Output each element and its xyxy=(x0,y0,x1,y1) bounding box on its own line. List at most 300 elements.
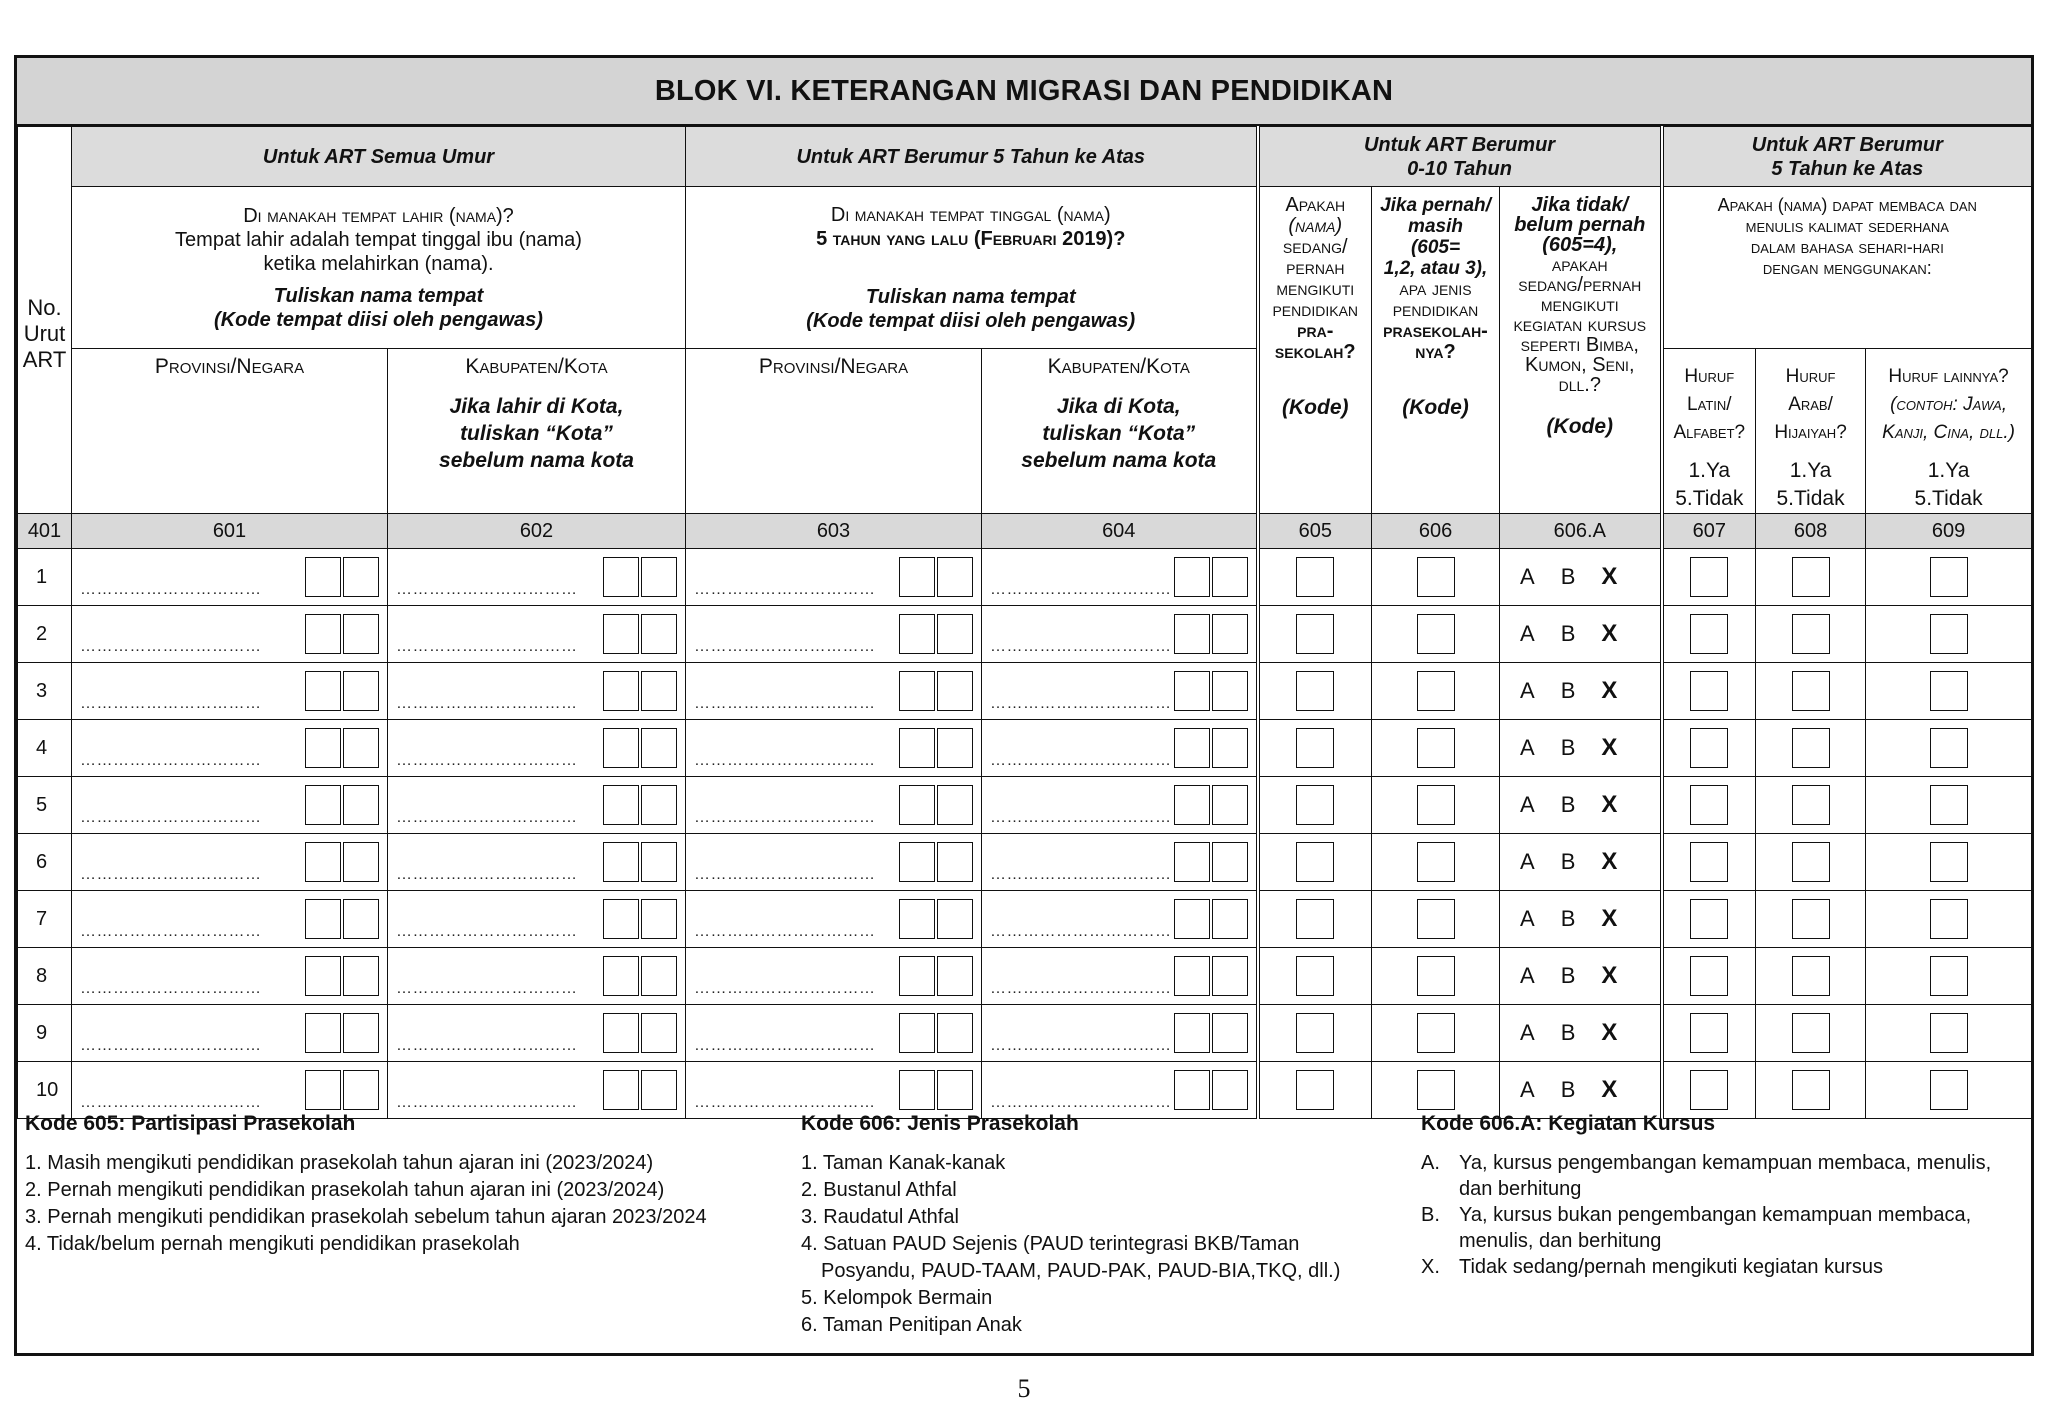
answer-cell xyxy=(1866,549,2032,606)
answer-box[interactable] xyxy=(1792,557,1830,597)
q-line: dengan menggunakan: xyxy=(1762,258,1932,278)
q-line: (605=4), xyxy=(1542,234,1618,256)
question-607-609 xyxy=(1662,187,2032,349)
option-b[interactable]: B xyxy=(1560,1020,1576,1045)
code-boxes xyxy=(1174,728,1248,768)
place-entry-601[interactable] xyxy=(72,834,388,891)
legend-item: 1. Masih mengikuti pendidikan prasekolah tahun ajaran ini (2023/2024) xyxy=(25,1152,654,1174)
answer-cell xyxy=(1662,549,1756,606)
option-a[interactable]: A xyxy=(1520,678,1535,703)
option-x[interactable]: X xyxy=(1601,905,1618,932)
option-b[interactable]: B xyxy=(1560,735,1576,760)
legend-item xyxy=(1421,1254,1991,1280)
answer-cell xyxy=(1662,777,1756,834)
place-entry-602[interactable] xyxy=(388,834,686,891)
code-box[interactable] xyxy=(1212,614,1248,654)
code-box[interactable] xyxy=(641,1013,677,1053)
code-box[interactable] xyxy=(1174,1013,1210,1053)
place-entry-604[interactable] xyxy=(982,891,1258,948)
code-box[interactable] xyxy=(1212,671,1248,711)
answer-box[interactable] xyxy=(1296,1013,1334,1053)
answer-box[interactable] xyxy=(1930,671,1968,711)
answer-cell xyxy=(1372,606,1500,663)
option-a[interactable]: A xyxy=(1520,963,1535,988)
code-boxes xyxy=(305,842,379,882)
place-entry-603[interactable] xyxy=(686,720,982,777)
answer-box[interactable] xyxy=(1417,1013,1455,1053)
dotted-line: …………………………… xyxy=(396,980,578,997)
band-line: 5 Tahun ke Atas xyxy=(1771,157,1924,180)
abx-cell[interactable] xyxy=(1500,720,1662,777)
code-box[interactable] xyxy=(641,671,677,711)
answer-cell xyxy=(1756,1005,1866,1062)
table-row xyxy=(18,948,2032,1005)
option-b[interactable]: B xyxy=(1560,792,1576,817)
code-boxes xyxy=(603,671,677,711)
code-box[interactable] xyxy=(1212,842,1248,882)
answer-box[interactable] xyxy=(1296,728,1334,768)
code-box[interactable] xyxy=(899,785,935,825)
answer-cell xyxy=(1372,663,1500,720)
code-box[interactable] xyxy=(937,557,973,597)
code-box[interactable] xyxy=(899,956,935,996)
q-line: mengikuti xyxy=(1540,294,1619,316)
option-b[interactable]: B xyxy=(1560,849,1576,874)
ya-label: 1.Ya xyxy=(1927,459,1970,482)
answer-cell xyxy=(1866,891,2032,948)
answer-cell xyxy=(1756,549,1866,606)
dotted-line: …………………………… xyxy=(396,752,578,769)
q-line: seperti Bimba, xyxy=(1520,334,1639,356)
code-box[interactable] xyxy=(305,1013,341,1053)
option-a[interactable]: A xyxy=(1520,735,1535,760)
code-boxes xyxy=(899,956,973,996)
option-b[interactable]: B xyxy=(1560,1077,1576,1102)
legend-item: 1. Taman Kanak-kanak xyxy=(801,1152,1006,1174)
option-a[interactable]: A xyxy=(1520,792,1535,817)
option-x[interactable]: X xyxy=(1601,962,1618,989)
question-606 xyxy=(1372,187,1500,514)
place-entry-603[interactable] xyxy=(686,549,982,606)
dotted-line: …………………………… xyxy=(396,1094,578,1111)
code-box[interactable] xyxy=(343,956,379,996)
code-box[interactable] xyxy=(603,899,639,939)
legend-text xyxy=(1459,1202,1971,1254)
abx-cell[interactable] xyxy=(1500,834,1662,891)
code-box[interactable] xyxy=(641,728,677,768)
q-line: Huruf xyxy=(1684,366,1735,387)
band-line: 0-10 Tahun xyxy=(1407,157,1512,180)
code-box[interactable] xyxy=(305,842,341,882)
code-box[interactable] xyxy=(641,557,677,597)
code-box[interactable] xyxy=(603,671,639,711)
q-line: Apakah xyxy=(1285,194,1346,216)
code-boxes xyxy=(305,785,379,825)
place-entry-602[interactable] xyxy=(388,663,686,720)
answer-cell xyxy=(1258,606,1372,663)
code-box[interactable] xyxy=(899,614,935,654)
answer-box[interactable] xyxy=(1792,785,1830,825)
code-box[interactable] xyxy=(343,671,379,711)
code-box[interactable] xyxy=(305,785,341,825)
code-boxes xyxy=(603,1013,677,1053)
option-b[interactable]: B xyxy=(1560,564,1576,589)
code-boxes xyxy=(1174,785,1248,825)
place-entry-602[interactable] xyxy=(388,948,686,1005)
code-box[interactable] xyxy=(937,842,973,882)
place-entry-604[interactable] xyxy=(982,663,1258,720)
answer-cell xyxy=(1662,948,1756,1005)
place-entry-601[interactable] xyxy=(72,606,388,663)
dotted-line: …………………………… xyxy=(990,638,1172,655)
answer-box[interactable] xyxy=(1792,956,1830,996)
no-urut-header xyxy=(18,127,72,514)
place-entry-603[interactable] xyxy=(686,891,982,948)
table-row xyxy=(18,891,2032,948)
answer-box[interactable] xyxy=(1296,842,1334,882)
answer-box[interactable] xyxy=(1417,557,1455,597)
code-boxes xyxy=(1174,899,1248,939)
code-box[interactable] xyxy=(937,614,973,654)
band-semua-umur: Untuk ART Semua Umur xyxy=(72,127,686,187)
place-entry-601[interactable] xyxy=(72,1005,388,1062)
tidak-label: 5.Tidak xyxy=(1675,487,1744,510)
place-entry-601[interactable] xyxy=(72,777,388,834)
answer-box[interactable] xyxy=(1690,1013,1728,1053)
code-box[interactable] xyxy=(899,899,935,939)
code-boxes xyxy=(1174,1013,1248,1053)
col-number: 605 xyxy=(1258,514,1372,549)
dotted-line: …………………………… xyxy=(80,809,262,826)
row-number: 8 xyxy=(18,948,72,1005)
place-entry-602[interactable] xyxy=(388,720,686,777)
place-entry-601[interactable] xyxy=(72,663,388,720)
dotted-line: …………………………… xyxy=(694,923,876,940)
option-a[interactable]: A xyxy=(1520,564,1535,589)
place-entry-603[interactable] xyxy=(686,777,982,834)
code-box[interactable] xyxy=(1174,956,1210,996)
code-box[interactable] xyxy=(305,899,341,939)
answer-cell xyxy=(1866,606,2032,663)
option-x[interactable]: X xyxy=(1601,791,1618,818)
answer-cell xyxy=(1866,663,2032,720)
answer-box[interactable] xyxy=(1296,671,1334,711)
dotted-line: …………………………… xyxy=(80,1037,262,1054)
answer-box[interactable] xyxy=(1296,557,1334,597)
code-box[interactable] xyxy=(1212,728,1248,768)
answer-cell xyxy=(1258,1005,1372,1062)
code-boxes xyxy=(305,557,379,597)
code-box[interactable] xyxy=(1174,671,1210,711)
code-box[interactable] xyxy=(1212,557,1248,597)
place-entry-603[interactable] xyxy=(686,834,982,891)
q-line: pernah xyxy=(1286,257,1345,279)
place-entry-604[interactable] xyxy=(982,1005,1258,1062)
answer-box[interactable] xyxy=(1296,899,1334,939)
option-a[interactable]: A xyxy=(1520,906,1535,931)
row-number: 7 xyxy=(18,891,72,948)
code-box[interactable] xyxy=(1174,557,1210,597)
code-box[interactable] xyxy=(641,614,677,654)
option-a[interactable]: A xyxy=(1520,849,1535,874)
place-entry-602[interactable] xyxy=(388,1005,686,1062)
code-box[interactable] xyxy=(641,785,677,825)
code-box[interactable] xyxy=(305,671,341,711)
answer-box[interactable] xyxy=(1792,671,1830,711)
answer-box[interactable] xyxy=(1690,614,1728,654)
answer-box[interactable] xyxy=(1930,899,1968,939)
answer-box[interactable] xyxy=(1417,614,1455,654)
code-box[interactable] xyxy=(1174,614,1210,654)
answer-box[interactable] xyxy=(1792,614,1830,654)
dotted-line: …………………………… xyxy=(80,1094,262,1111)
option-b[interactable]: B xyxy=(1560,963,1576,988)
place-entry-601[interactable] xyxy=(72,720,388,777)
code-box[interactable] xyxy=(305,956,341,996)
code-box[interactable] xyxy=(899,728,935,768)
dotted-line: …………………………… xyxy=(80,695,262,712)
answer-cell xyxy=(1866,834,2032,891)
answer-box[interactable] xyxy=(1930,785,1968,825)
answer-box[interactable] xyxy=(1930,557,1968,597)
legend-title: Kode 605: Partisipasi Prasekolah xyxy=(25,1112,356,1135)
q-line: Kumon, Seni, xyxy=(1525,354,1635,376)
code-box[interactable] xyxy=(937,1013,973,1053)
answer-cell xyxy=(1372,1005,1500,1062)
legend-title: Kode 606: Jenis Prasekolah xyxy=(801,1112,1079,1135)
answer-box[interactable] xyxy=(1296,956,1334,996)
answer-box[interactable] xyxy=(1792,1013,1830,1053)
code-box[interactable] xyxy=(641,842,677,882)
code-box[interactable] xyxy=(343,785,379,825)
answer-cell xyxy=(1866,720,2032,777)
answer-box[interactable] xyxy=(1296,614,1334,654)
code-box[interactable] xyxy=(305,728,341,768)
abx-cell[interactable] xyxy=(1500,891,1662,948)
answer-cell xyxy=(1372,549,1500,606)
legend-key: X. xyxy=(1421,1256,1440,1278)
answer-box[interactable] xyxy=(1417,842,1455,882)
code-box[interactable] xyxy=(343,1013,379,1053)
code-box[interactable] xyxy=(899,671,935,711)
answer-box[interactable] xyxy=(1417,785,1455,825)
code-boxes xyxy=(305,671,379,711)
place-entry-602[interactable] xyxy=(388,777,686,834)
row-number: 2 xyxy=(18,606,72,663)
form-frame xyxy=(14,55,2034,1356)
answer-box[interactable] xyxy=(1690,899,1728,939)
place-entry-604[interactable] xyxy=(982,777,1258,834)
answer-box[interactable] xyxy=(1930,956,1968,996)
dotted-line: …………………………… xyxy=(990,866,1172,883)
q-line: belum pernah xyxy=(1514,214,1646,236)
code-box[interactable] xyxy=(343,728,379,768)
code-box[interactable] xyxy=(343,614,379,654)
code-box[interactable] xyxy=(1174,842,1210,882)
code-box[interactable] xyxy=(603,956,639,996)
abx-cell[interactable] xyxy=(1500,549,1662,606)
code-box[interactable] xyxy=(899,842,935,882)
table-row xyxy=(18,663,2032,720)
code-box[interactable] xyxy=(937,785,973,825)
table-row xyxy=(18,606,2032,663)
option-a[interactable]: A xyxy=(1520,1020,1535,1045)
option-a[interactable]: A xyxy=(1520,621,1535,646)
answer-box[interactable] xyxy=(1417,728,1455,768)
option-b[interactable]: B xyxy=(1560,621,1576,646)
q-line: Kanji, Cina, dll.) xyxy=(1882,422,2015,443)
abx-cell[interactable] xyxy=(1500,606,1662,663)
answer-cell xyxy=(1258,720,1372,777)
place-entry-602[interactable] xyxy=(388,606,686,663)
place-entry-601[interactable] xyxy=(72,549,388,606)
answer-box[interactable] xyxy=(1690,557,1728,597)
place-entry-602[interactable] xyxy=(388,549,686,606)
row-number: 3 xyxy=(18,663,72,720)
dotted-line: …………………………… xyxy=(694,809,876,826)
place-entry-603[interactable] xyxy=(686,1005,982,1062)
dotted-line: …………………………… xyxy=(80,980,262,997)
answer-box[interactable] xyxy=(1417,671,1455,711)
answer-cell xyxy=(1662,1005,1756,1062)
place-entry-604[interactable] xyxy=(982,948,1258,1005)
code-boxes xyxy=(899,842,973,882)
code-box[interactable] xyxy=(937,956,973,996)
option-x[interactable]: X xyxy=(1601,620,1618,647)
code-box[interactable] xyxy=(305,614,341,654)
code-box[interactable] xyxy=(1212,785,1248,825)
abx-cell[interactable] xyxy=(1500,948,1662,1005)
code-box[interactable] xyxy=(1174,785,1210,825)
tidak-label: 5.Tidak xyxy=(1776,487,1845,510)
code-box[interactable] xyxy=(603,842,639,882)
abx-cell[interactable] xyxy=(1500,777,1662,834)
option-x[interactable]: X xyxy=(1601,1076,1618,1103)
place-entry-602[interactable] xyxy=(388,891,686,948)
q-line: Arab/ xyxy=(1788,394,1833,415)
code-box[interactable] xyxy=(603,728,639,768)
place-entry-603[interactable] xyxy=(686,606,982,663)
answer-box[interactable] xyxy=(1690,956,1728,996)
code-box[interactable] xyxy=(305,557,341,597)
table-row xyxy=(18,720,2032,777)
code-box[interactable] xyxy=(937,899,973,939)
code-box[interactable] xyxy=(899,1013,935,1053)
option-b[interactable]: B xyxy=(1560,678,1576,703)
code-box[interactable] xyxy=(1212,1013,1248,1053)
option-a[interactable]: A xyxy=(1520,1077,1535,1102)
place-entry-601[interactable] xyxy=(72,891,388,948)
legend-key: A. xyxy=(1421,1152,1440,1174)
option-b[interactable]: B xyxy=(1560,906,1576,931)
answer-box[interactable] xyxy=(1417,956,1455,996)
q-line: apa jenis xyxy=(1399,278,1472,300)
code-box[interactable] xyxy=(603,614,639,654)
code-boxes xyxy=(899,785,973,825)
answer-cell xyxy=(1756,948,1866,1005)
code-box[interactable] xyxy=(1212,956,1248,996)
answer-box[interactable] xyxy=(1930,728,1968,768)
abx-cell[interactable] xyxy=(1500,663,1662,720)
place-entry-604[interactable] xyxy=(982,606,1258,663)
option-x[interactable]: X xyxy=(1601,563,1618,590)
code-box[interactable] xyxy=(641,956,677,996)
q-line: Latin/ xyxy=(1687,394,1732,415)
code-box[interactable] xyxy=(899,557,935,597)
code-box[interactable] xyxy=(1174,899,1210,939)
answer-box[interactable] xyxy=(1792,728,1830,768)
code-box[interactable] xyxy=(641,899,677,939)
answer-box[interactable] xyxy=(1417,899,1455,939)
code-box[interactable] xyxy=(603,557,639,597)
col-number: 401 xyxy=(18,514,72,549)
place-entry-604[interactable] xyxy=(982,549,1258,606)
code-box[interactable] xyxy=(343,899,379,939)
tidak-label: 5.Tidak xyxy=(1914,487,1983,510)
answer-box[interactable] xyxy=(1296,785,1334,825)
place-entry-601[interactable] xyxy=(72,948,388,1005)
q-line: pra- xyxy=(1297,320,1334,342)
abx-cell[interactable] xyxy=(1500,1005,1662,1062)
place-entry-604[interactable] xyxy=(982,834,1258,891)
place-entry-603[interactable] xyxy=(686,663,982,720)
answer-box[interactable] xyxy=(1690,785,1728,825)
code-box[interactable] xyxy=(343,842,379,882)
q-line: (contoh: Jawa, xyxy=(1890,394,2008,415)
legend-item: 6. Taman Penitipan Anak xyxy=(801,1314,1022,1336)
answer-box[interactable] xyxy=(1690,842,1728,882)
answer-box[interactable] xyxy=(1690,671,1728,711)
dotted-line: …………………………… xyxy=(80,581,262,598)
answer-box[interactable] xyxy=(1930,1013,1968,1053)
dotted-line: …………………………… xyxy=(990,923,1172,940)
q-line: sedang/pernah xyxy=(1518,274,1642,296)
dotted-line: …………………………… xyxy=(694,638,876,655)
answer-box[interactable] xyxy=(1930,614,1968,654)
code-boxes xyxy=(899,557,973,597)
answer-box[interactable] xyxy=(1930,842,1968,882)
legend-line: Ya, kursus bukan pengembangan kemampuan membaca, xyxy=(1459,1204,1972,1226)
answer-box[interactable] xyxy=(1792,899,1830,939)
header-602-kabupaten xyxy=(388,349,686,514)
q-instruction: Tuliskan nama tempat xyxy=(865,285,1076,308)
dotted-line: …………………………… xyxy=(396,581,578,598)
place-entry-604[interactable] xyxy=(982,720,1258,777)
code-box[interactable] xyxy=(343,557,379,597)
row-number: 4 xyxy=(18,720,72,777)
option-x[interactable]: X xyxy=(1601,677,1618,704)
answer-cell xyxy=(1662,606,1756,663)
answer-cell xyxy=(1756,606,1866,663)
dotted-line: …………………………… xyxy=(396,923,578,940)
code-box[interactable] xyxy=(603,785,639,825)
kode-label: (Kode) xyxy=(1546,415,1614,438)
option-x[interactable]: X xyxy=(1601,848,1618,875)
code-box[interactable] xyxy=(603,1013,639,1053)
q-line: Di manakah tempat lahir (nama)? xyxy=(243,204,514,227)
code-box[interactable] xyxy=(937,728,973,768)
no-urut-line: ART xyxy=(22,347,67,372)
question-606a xyxy=(1500,187,1662,514)
code-box[interactable] xyxy=(1174,728,1210,768)
answer-box[interactable] xyxy=(1792,842,1830,882)
place-entry-603[interactable] xyxy=(686,948,982,1005)
code-box[interactable] xyxy=(1212,899,1248,939)
code-box[interactable] xyxy=(937,671,973,711)
option-x[interactable]: X xyxy=(1601,1019,1618,1046)
answer-box[interactable] xyxy=(1690,728,1728,768)
option-x[interactable]: X xyxy=(1601,734,1618,761)
